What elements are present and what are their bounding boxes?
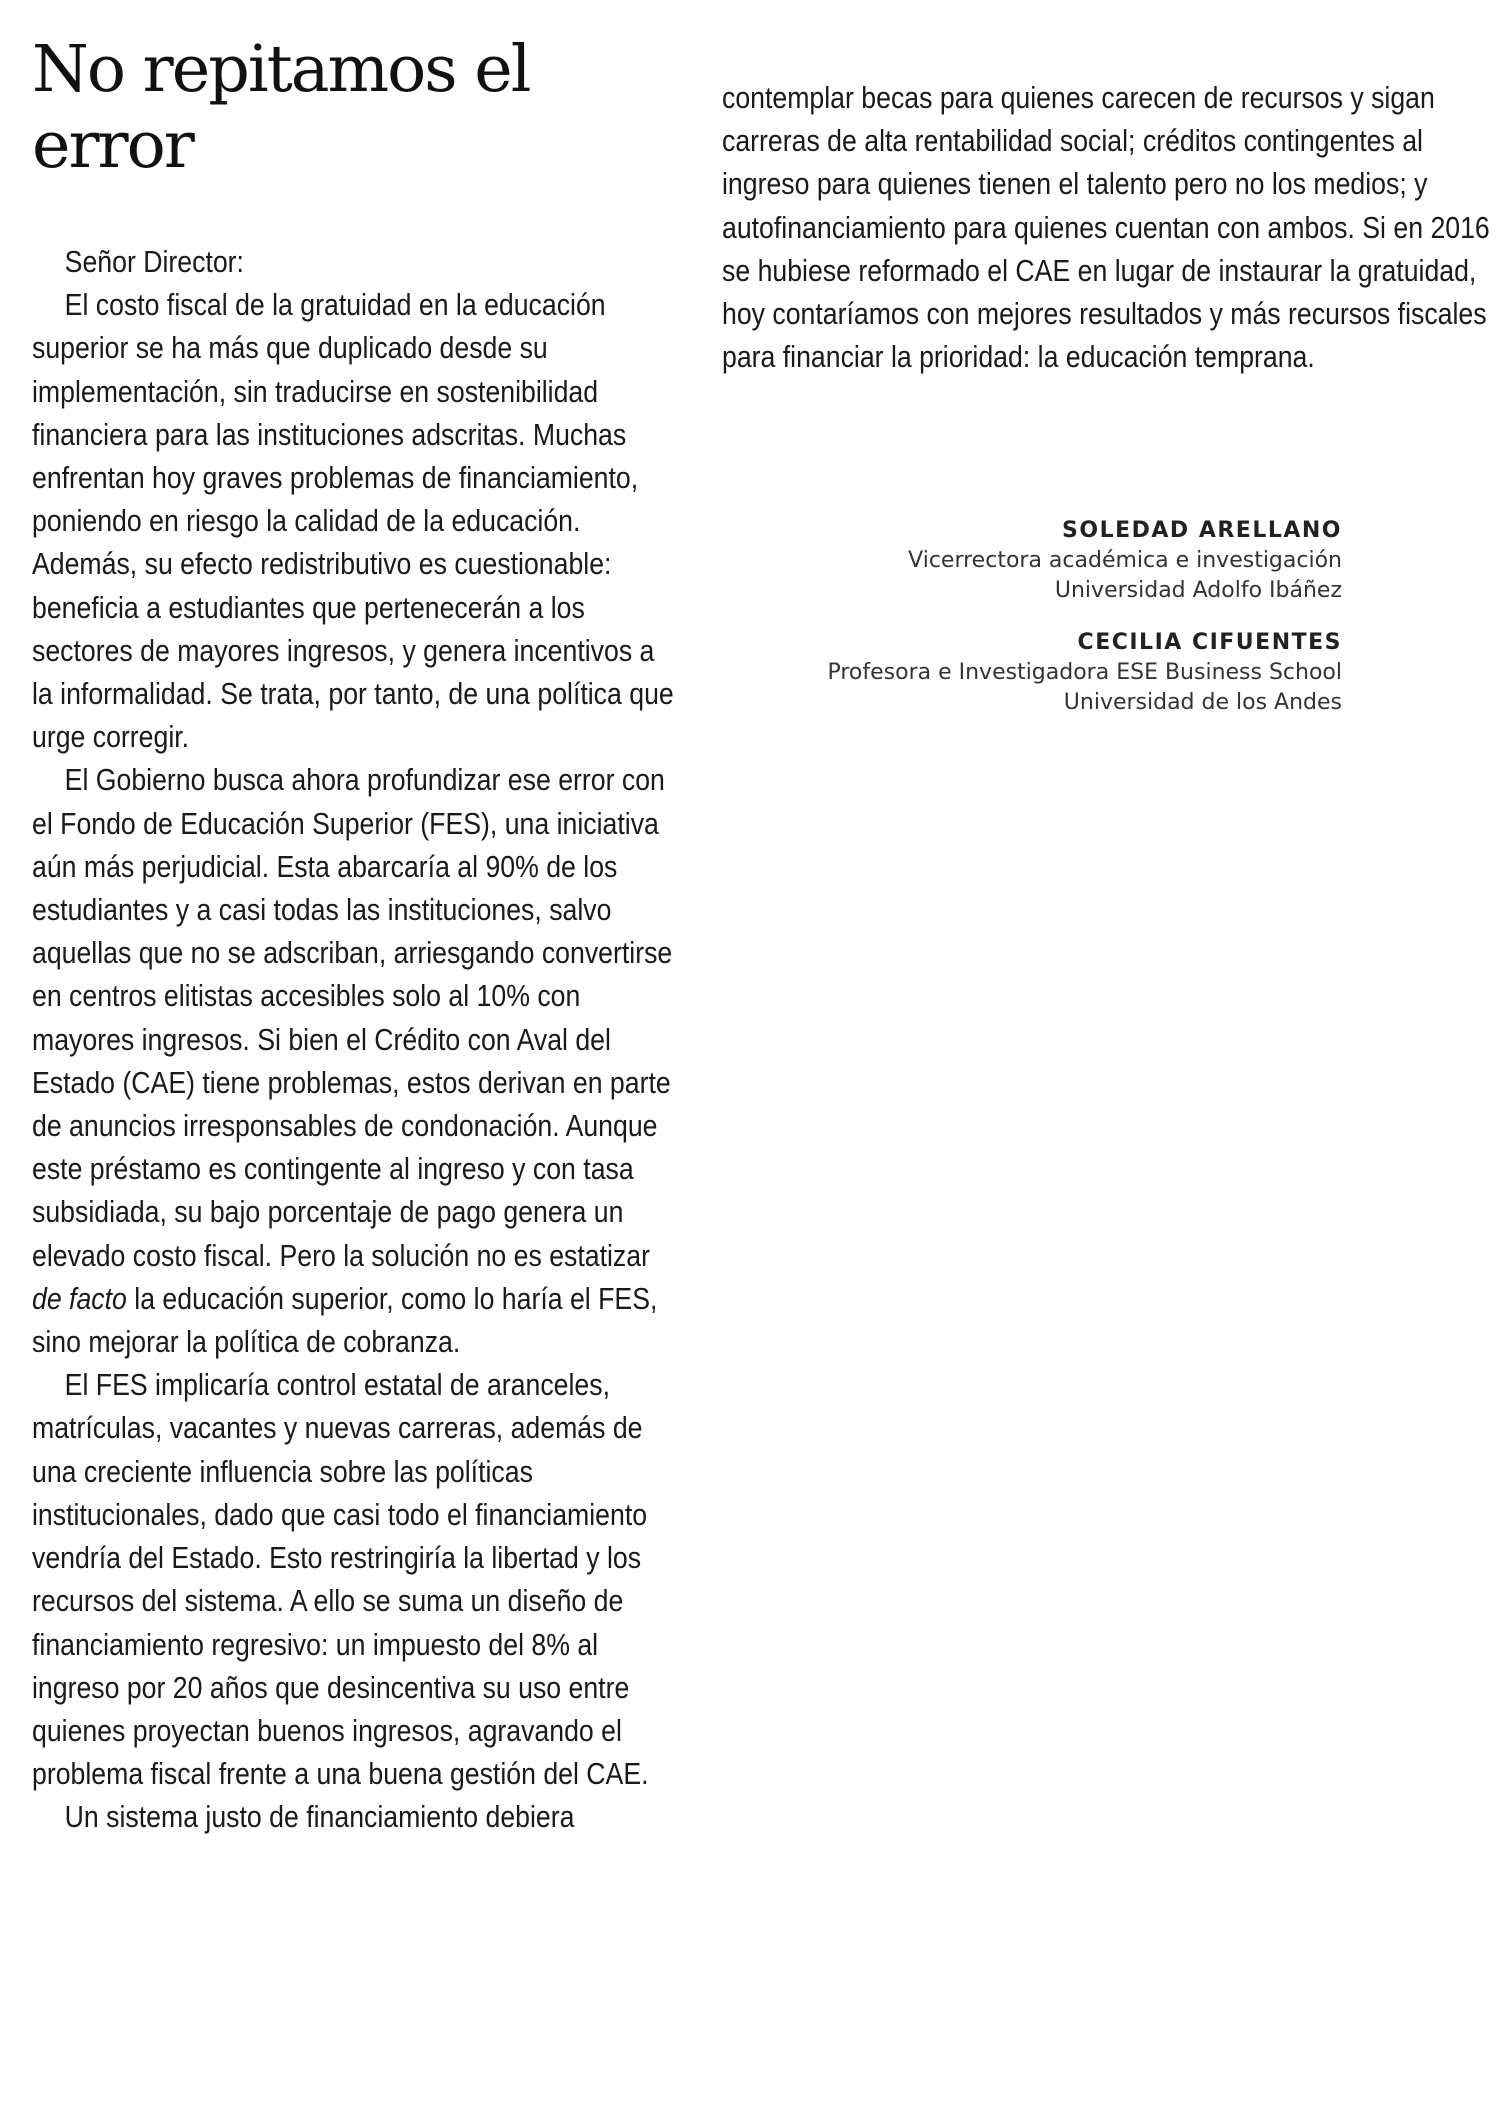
signatory-1	[722, 516, 1342, 606]
signatory-title: Vicerrectora académica e investigación	[908, 548, 1342, 573]
signatory-name: CECILIA CIFUENTES	[1077, 630, 1342, 655]
paragraph-2	[32, 758, 682, 1363]
signatory-name: SOLEDAD ARELLANO	[1062, 518, 1342, 543]
salutation: Señor Director:	[64, 244, 244, 279]
headline: No repitamos el error	[32, 32, 530, 183]
signatory-title: Profesora e Investigadora ESE Business School	[827, 660, 1342, 685]
letter-column-left	[32, 240, 682, 1839]
paragraph-2-italic: de facto	[32, 1280, 127, 1316]
signatory-institution: Universidad Adolfo Ibáñez	[1054, 578, 1342, 603]
paragraph-2-text-a: El Gobierno busca ahora profundizar ese error con el Fondo de Educación Superior (FES), una iniciativa aún más perjudicial. Esta abarcaría al 90% de los estudiantes y a casi todas las instituciones, salvo aquellas que no se adscriban, arriesgando convertirse en centros elitistas accesibles solo al 10% con mayores ingresos. Si bien el Crédito con Aval del Estado (CAE) tiene problemas, estos derivan en parte de anuncios irresponsables de condonación. Aunque este préstamo es contingente al ingreso y con tasa subsidiada, su bajo porcentaje de pago genera un elevado costo fiscal. Pero la solución no es estatizar	[32, 762, 673, 1273]
paragraph-3: El FES implicaría control estatal de aranceles, matrículas, vacantes y nuevas carreras, además de una creciente influencia sobre las políticas institucionales, dado que casi todo el financiamiento vendría del Estado. Esto restringiría la libertad y los recursos del sistema. A ello se suma un diseño de financiamiento regresivo: un impuesto del 8% al ingreso por 20 años que desincentiva su uso entre quienes proyectan buenos ingresos, agravando el problema fiscal frente a una buena gestión del CAE.	[32, 1367, 649, 1792]
letter-column-right	[722, 76, 1511, 378]
signatory-2	[722, 628, 1342, 718]
paragraph-2-text-b: la educación superior, como lo haría el FES, sino mejorar la política de cobranza.	[32, 1280, 658, 1360]
paragraph-1: El costo fiscal de la gratuidad en la educación superior se ha más que duplicado desde su implementación, sin traducirse en sostenibilidad financiera para las instituciones adscritas. Muchas enfrentan hoy graves problemas de financiamiento, poniendo en riesgo la calidad de la educación. Además, su efecto redistributivo es cuestionable: beneficia a estudiantes que pertenecerán a los sectores de mayores ingresos, y genera incentivos a la informalidad. Se trata, por tanto, de una política que urge corregir.	[32, 287, 674, 755]
paragraph-4-continued: contemplar becas para quienes carecen de recursos y sigan carreras de alta rentabilidad social; créditos contingentes al ingreso para quienes tienen el talento pero no los medios; y autofinanciamiento para quienes cuentan con ambos. Si en 2016 se hubiese reformado el CAE en lugar de instaurar la gratuidad, hoy contaríamos con mejores resultados y más recursos fiscales para financiar la prioridad: la educación temprana.	[722, 80, 1490, 375]
signatures	[722, 516, 1342, 718]
paragraph-4-start: Un sistema justo de financiamiento debiera	[64, 1799, 575, 1835]
signatory-institution: Universidad de los Andes	[1063, 690, 1342, 715]
